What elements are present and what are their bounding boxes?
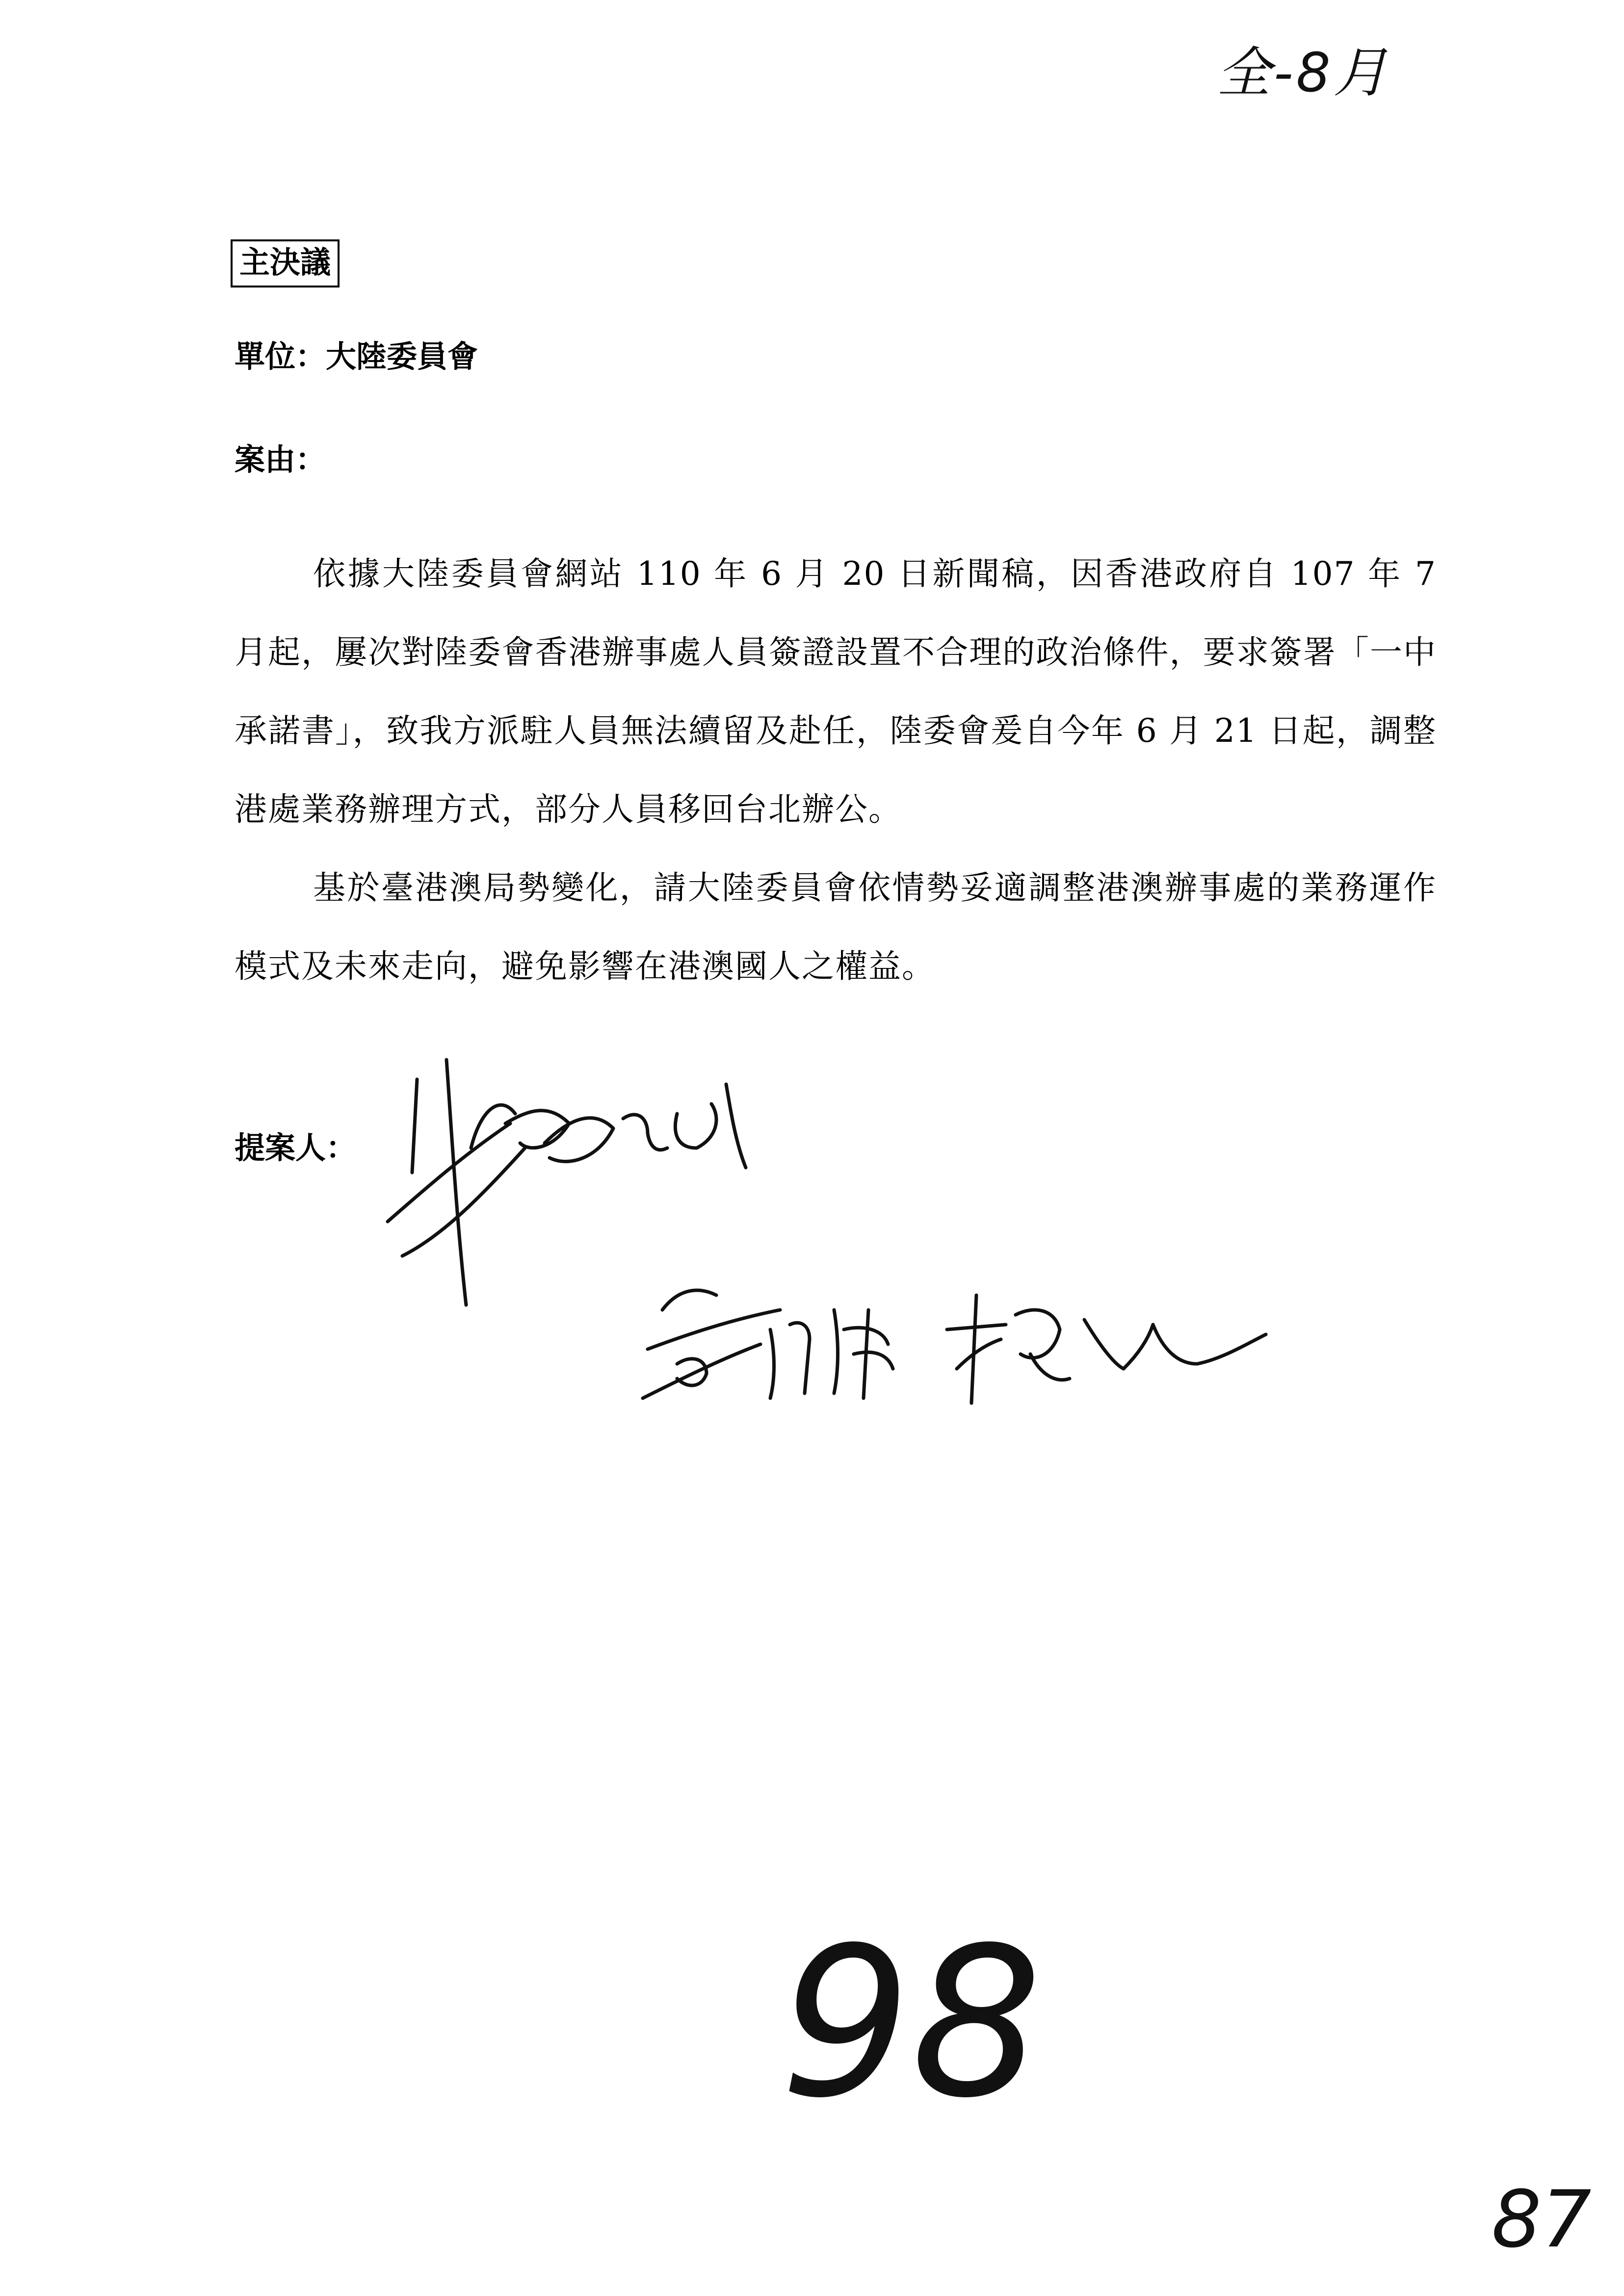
handwritten-top-note: 全-8月	[1217, 41, 1390, 104]
page-number: 87	[1492, 2173, 1592, 2265]
case-label: 案由：	[235, 442, 326, 477]
body-paragraph-2: 基於臺港澳局勢變化，請大陸委員會依情勢妥適調整港澳辦事處的業務運作模式及未來走向，避免影響在港澳國人之權益。	[235, 869, 1437, 985]
proposer-label: 提案人：	[235, 1130, 357, 1166]
handwritten-signature-2	[633, 1256, 1271, 1418]
main-resolution-box: 主決議	[231, 239, 340, 287]
unit-label: 單位：	[235, 339, 326, 374]
handwritten-number: 98	[780, 1904, 1043, 2143]
case-body	[235, 535, 1437, 1006]
unit-line	[235, 339, 478, 375]
body-paragraph-1: 依據大陸委員會網站 110 年 6 月 20 日新聞稿，因香港政府自 107 年 7 月起，屢次對陸委會香港辦事處人員簽證設置不合理的政治條件，要求簽署「一中承諾書」，致我方派駐人員無法續留及赴任，陸委會爰自今年 6 月 21 日起，調整港處業務辦理方式，部分人員移回台北辦公。	[235, 555, 1437, 828]
unit-value: 大陸委員會	[326, 339, 478, 374]
